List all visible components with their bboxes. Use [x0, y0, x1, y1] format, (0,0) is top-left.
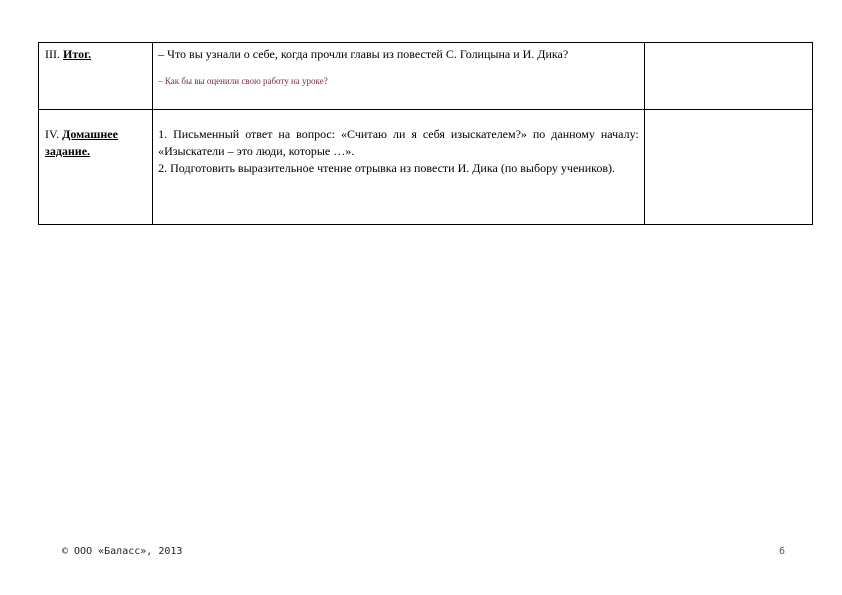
footer-copyright: © ООО «Баласс», 2013 — [62, 546, 183, 557]
table-row — [39, 110, 813, 225]
question-main: – Что вы узнали о себе, когда прочли главы из повестей С. Голицына и И. Дика? — [158, 47, 569, 61]
notes-cell — [644, 110, 812, 225]
stage-number: III. — [45, 47, 60, 61]
page-number: 6 — [779, 546, 786, 557]
lesson-plan-table — [38, 42, 813, 225]
notes-cell — [644, 43, 812, 110]
stage-title: Домашнее задание. — [45, 127, 118, 158]
homework-task-1: 1. Письменный ответ на вопрос: «Считаю ли я себя изыскателем?» по данному началу: «Изыскатели – это люди, которые …». — [158, 127, 639, 158]
table-row — [39, 43, 813, 110]
stage-cell — [39, 110, 153, 225]
content-cell — [153, 110, 645, 225]
content-cell — [153, 43, 645, 110]
homework-task-2: 2. Подготовить выразительное чтение отрывка из повести И. Дика (по выбору учеников). — [158, 161, 616, 175]
stage-number: IV. — [45, 127, 60, 141]
question-secondary: – Как бы вы оценили свою работу на уроке? — [158, 76, 328, 86]
stage-title: Итог. — [63, 47, 92, 61]
stage-cell — [39, 43, 153, 110]
